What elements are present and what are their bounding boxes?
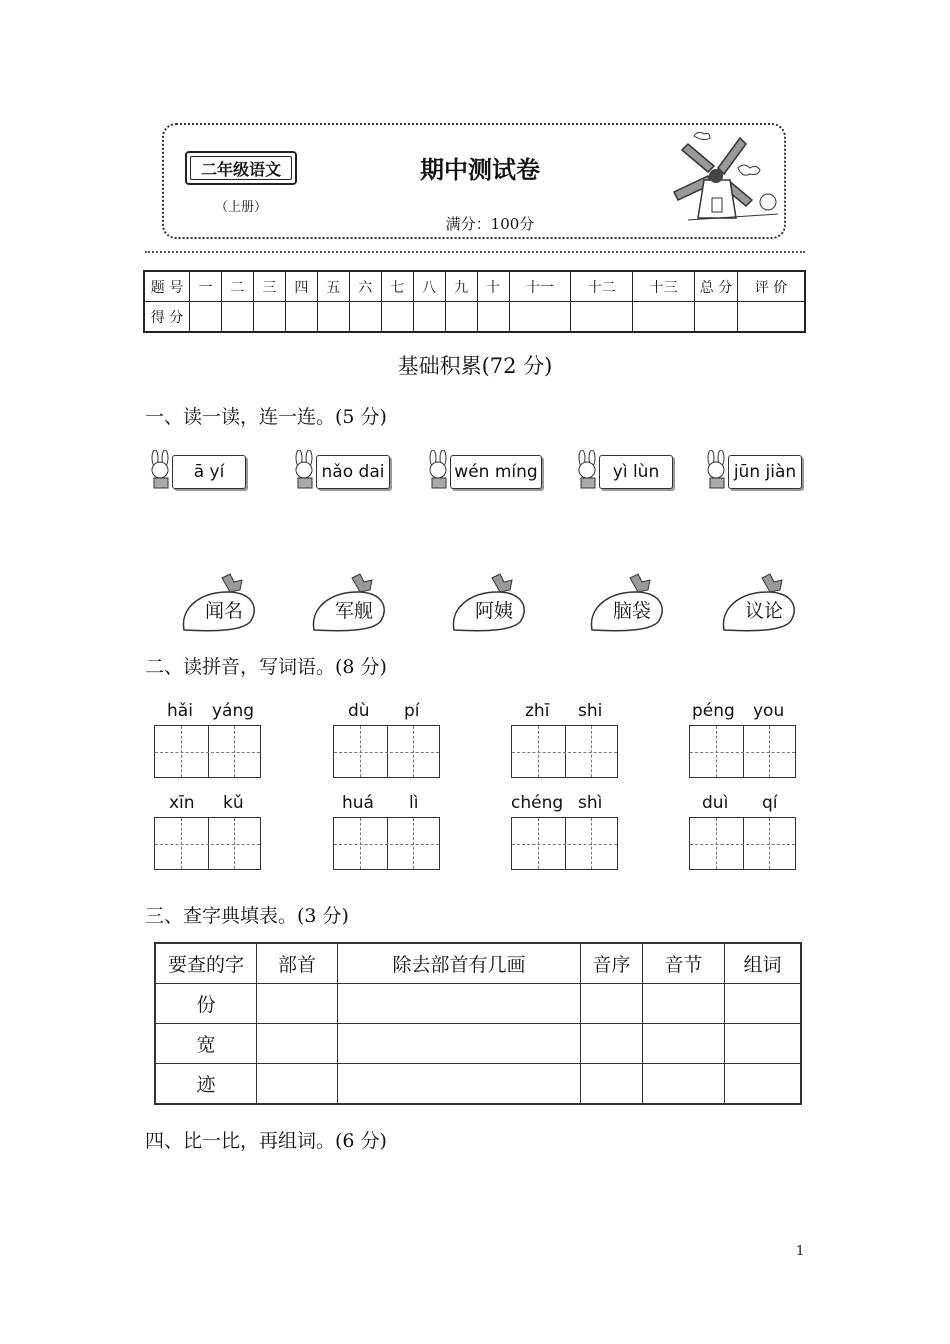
- table-cell: 一: [190, 271, 222, 302]
- score-cell[interactable]: [445, 302, 477, 333]
- score-cell[interactable]: [349, 302, 381, 333]
- pinyin-syllable: dù: [348, 701, 370, 721]
- table-header: 音节: [643, 943, 725, 984]
- pinyin-syllable: lì: [409, 793, 419, 813]
- pinyin-label: nǎo dai: [316, 455, 390, 489]
- answer-cell[interactable]: [643, 1064, 725, 1105]
- word-card[interactable]: [310, 572, 400, 634]
- answer-cell[interactable]: [581, 984, 643, 1024]
- score-cell[interactable]: [317, 302, 349, 333]
- answer-cell[interactable]: [643, 1024, 725, 1064]
- question-2-title: 二、读拼音，写词语。(8 分): [145, 656, 387, 678]
- question-3-title: 三、查字典填表。(3 分): [145, 905, 349, 927]
- word-label: 闻名: [204, 600, 243, 622]
- answer-cell[interactable]: [581, 1064, 643, 1105]
- table-cell: 七: [381, 271, 413, 302]
- table-cell: 五: [317, 271, 349, 302]
- pinyin-syllable: duì: [702, 793, 729, 813]
- page-title: 期中测试卷: [420, 156, 540, 184]
- word-card[interactable]: [720, 572, 810, 634]
- pinyin-syllable: shì: [578, 793, 603, 813]
- word-card[interactable]: [180, 572, 270, 634]
- word-label: 军舰: [334, 600, 373, 622]
- volume-label: （上册）: [214, 200, 267, 215]
- table-header: 部首: [257, 943, 338, 984]
- word-label: 脑袋: [612, 600, 651, 622]
- pinyin-syllable: pí: [404, 701, 420, 721]
- pinyin-syllable: shi: [578, 701, 603, 721]
- writing-grid[interactable]: [154, 817, 261, 870]
- table-cell: 十: [477, 271, 509, 302]
- answer-cell[interactable]: [725, 984, 802, 1024]
- pinyin-label: wén míng: [450, 455, 542, 489]
- table-cell: 二: [221, 271, 253, 302]
- score-cell[interactable]: [190, 302, 222, 333]
- score-cell[interactable]: [285, 302, 317, 333]
- table-cell: 迹: [155, 1064, 257, 1105]
- answer-cell[interactable]: [257, 1024, 338, 1064]
- score-cell[interactable]: [633, 302, 695, 333]
- table-header: 组词: [725, 943, 802, 984]
- pinyin-label: yì lùn: [599, 455, 673, 489]
- table-cell: 份: [155, 984, 257, 1024]
- pinyin-syllable: huá: [342, 793, 374, 813]
- table-row: [144, 271, 805, 302]
- pinyin-syllable: hǎi: [167, 701, 193, 721]
- score-cell[interactable]: [738, 302, 806, 333]
- writing-grid[interactable]: [333, 725, 440, 778]
- table-cell: 十一: [509, 271, 571, 302]
- answer-cell[interactable]: [257, 984, 338, 1024]
- score-cell[interactable]: [571, 302, 633, 333]
- question-1-title: 一、读一读，连一连。(5 分): [145, 406, 387, 428]
- table-cell: 六: [349, 271, 381, 302]
- writing-grid[interactable]: [154, 725, 261, 778]
- table-row: [155, 1024, 801, 1064]
- answer-cell[interactable]: [725, 1024, 802, 1064]
- pinyin-syllable: yáng: [212, 701, 255, 721]
- table-cell: 十二: [571, 271, 633, 302]
- score-cell[interactable]: [509, 302, 571, 333]
- word-card[interactable]: [588, 572, 678, 634]
- table-row: [155, 1064, 801, 1105]
- pinyin-syllable: kǔ: [223, 793, 244, 813]
- dictionary-table: [154, 942, 802, 1105]
- table-row: [144, 302, 805, 333]
- score-cell[interactable]: [413, 302, 445, 333]
- table-cell: 总 分: [695, 271, 738, 302]
- table-cell: 四: [285, 271, 317, 302]
- score-cell[interactable]: [477, 302, 509, 333]
- writing-grid[interactable]: [689, 725, 796, 778]
- pinyin-syllable: zhī: [525, 701, 550, 721]
- table-row: [155, 984, 801, 1024]
- windmill-illustration: [668, 128, 780, 232]
- answer-cell[interactable]: [338, 1064, 581, 1105]
- table-cell: 得 分: [144, 302, 190, 333]
- grade-badge: [185, 151, 297, 185]
- score-cell[interactable]: [221, 302, 253, 333]
- pinyin-syllable: qí: [762, 793, 778, 813]
- question-4-title: 四、比一比，再组词。(6 分): [145, 1130, 387, 1152]
- table-cell: 评 价: [738, 271, 806, 302]
- answer-cell[interactable]: [725, 1064, 802, 1105]
- answer-cell[interactable]: [338, 1024, 581, 1064]
- writing-grid[interactable]: [511, 725, 618, 778]
- table-cell: 九: [445, 271, 477, 302]
- word-card[interactable]: [450, 572, 540, 634]
- pinyin-syllable: you: [753, 701, 785, 721]
- answer-cell[interactable]: [338, 984, 581, 1024]
- writing-grid[interactable]: [333, 817, 440, 870]
- score-cell[interactable]: [253, 302, 285, 333]
- score-table: [143, 270, 806, 333]
- table-cell: 十三: [633, 271, 695, 302]
- answer-cell[interactable]: [257, 1064, 338, 1105]
- table-header: 要查的字: [155, 943, 257, 984]
- pinyin-label: jūn jiàn: [728, 455, 802, 489]
- table-header: 除去部首有几画: [338, 943, 581, 984]
- writing-grid[interactable]: [511, 817, 618, 870]
- score-cell[interactable]: [695, 302, 738, 333]
- table-row: [155, 943, 801, 984]
- pinyin-syllable: péng: [692, 701, 735, 721]
- table-header: 音序: [581, 943, 643, 984]
- writing-grid[interactable]: [689, 817, 796, 870]
- pinyin-syllable: chéng: [511, 793, 564, 813]
- section-heading: 基础积累(72 分): [397, 354, 553, 378]
- grade-label: 二年级语文: [190, 156, 292, 180]
- full-score: 满分：100分: [445, 215, 535, 233]
- answer-cell[interactable]: [643, 984, 725, 1024]
- pinyin-syllable: xīn: [169, 793, 195, 813]
- answer-cell[interactable]: [581, 1024, 643, 1064]
- word-label: 阿姨: [474, 600, 513, 622]
- table-cell: 三: [253, 271, 285, 302]
- table-cell: 宽: [155, 1024, 257, 1064]
- word-label: 议论: [744, 600, 783, 622]
- table-cell: 八: [413, 271, 445, 302]
- page-number: 1: [796, 1244, 805, 1259]
- pinyin-label: ā yí: [172, 455, 246, 489]
- score-cell[interactable]: [381, 302, 413, 333]
- header-divider: [145, 251, 805, 253]
- table-cell: 题 号: [144, 271, 190, 302]
